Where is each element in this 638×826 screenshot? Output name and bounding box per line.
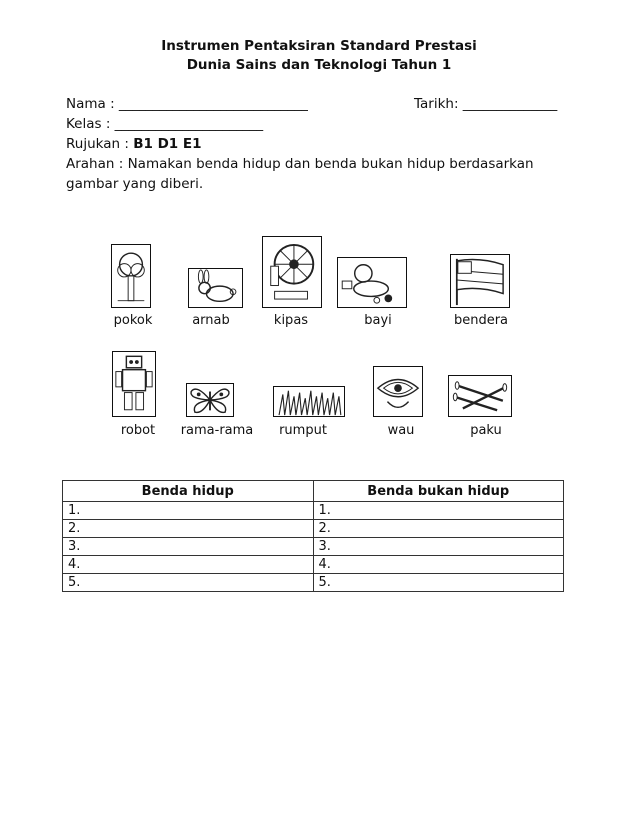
rabbit-icon xyxy=(188,268,243,308)
cell-hidup-5[interactable]: 5. xyxy=(63,574,314,592)
baby-icon xyxy=(337,257,407,308)
label-robot: robot xyxy=(120,423,156,438)
answer-table xyxy=(62,480,564,592)
table-row xyxy=(63,502,564,520)
cell-hidup-1[interactable]: 1. xyxy=(63,502,314,520)
header-benda-hidup: Benda hidup xyxy=(63,481,314,502)
label-bendera: bendera xyxy=(453,313,509,328)
cell-hidup-2[interactable]: 2. xyxy=(63,520,314,538)
rujukan-label: Rujukan : xyxy=(66,136,134,152)
cell-bukan-hidup-3[interactable]: 3. xyxy=(313,538,564,556)
nails-icon xyxy=(448,375,512,417)
label-arnab: arnab xyxy=(192,313,230,328)
arahan-line-1: Arahan : Namakan benda hidup dan benda bukan hidup berdasarkan xyxy=(66,156,534,172)
arahan-line-2: gambar yang diberi. xyxy=(66,176,204,192)
butterfly-icon xyxy=(186,383,234,417)
nama-field[interactable]: Nama : ____________________________ xyxy=(66,96,308,112)
title-line-1: Instrumen Pentaksiran Standard Prestasi xyxy=(161,38,477,54)
rujukan-value: B1 D1 E1 xyxy=(133,136,202,152)
label-pokok: pokok xyxy=(113,313,153,328)
table-row xyxy=(63,574,564,592)
kelas-field[interactable]: Kelas : ______________________ xyxy=(66,116,264,132)
grass-icon xyxy=(273,386,345,417)
label-wau: wau xyxy=(387,423,415,438)
cell-bukan-hidup-1[interactable]: 1. xyxy=(313,502,564,520)
cell-hidup-3[interactable]: 3. xyxy=(63,538,314,556)
flag-icon xyxy=(450,254,510,308)
tarikh-field[interactable]: Tarikh: ______________ xyxy=(414,96,558,112)
robot-icon xyxy=(112,351,156,417)
label-kipas: kipas xyxy=(273,313,309,328)
label-rumput: rumput xyxy=(279,423,327,438)
tree-icon xyxy=(111,244,151,308)
label-bayi: bayi xyxy=(364,313,392,328)
label-rama-rama: rama-rama xyxy=(180,423,254,438)
fan-icon xyxy=(262,236,322,308)
table-header-row xyxy=(63,481,564,502)
rujukan-field xyxy=(66,136,202,152)
title-line-2: Dunia Sains dan Teknologi Tahun 1 xyxy=(186,57,452,73)
table-row xyxy=(63,520,564,538)
cell-bukan-hidup-2[interactable]: 2. xyxy=(313,520,564,538)
table-row xyxy=(63,538,564,556)
cell-bukan-hidup-5[interactable]: 5. xyxy=(313,574,564,592)
header-benda-bukan-hidup: Benda bukan hidup xyxy=(313,481,564,502)
kite-icon xyxy=(373,366,423,417)
cell-bukan-hidup-4[interactable]: 4. xyxy=(313,556,564,574)
cell-hidup-4[interactable]: 4. xyxy=(63,556,314,574)
table-row xyxy=(63,556,564,574)
label-paku: paku xyxy=(470,423,502,438)
